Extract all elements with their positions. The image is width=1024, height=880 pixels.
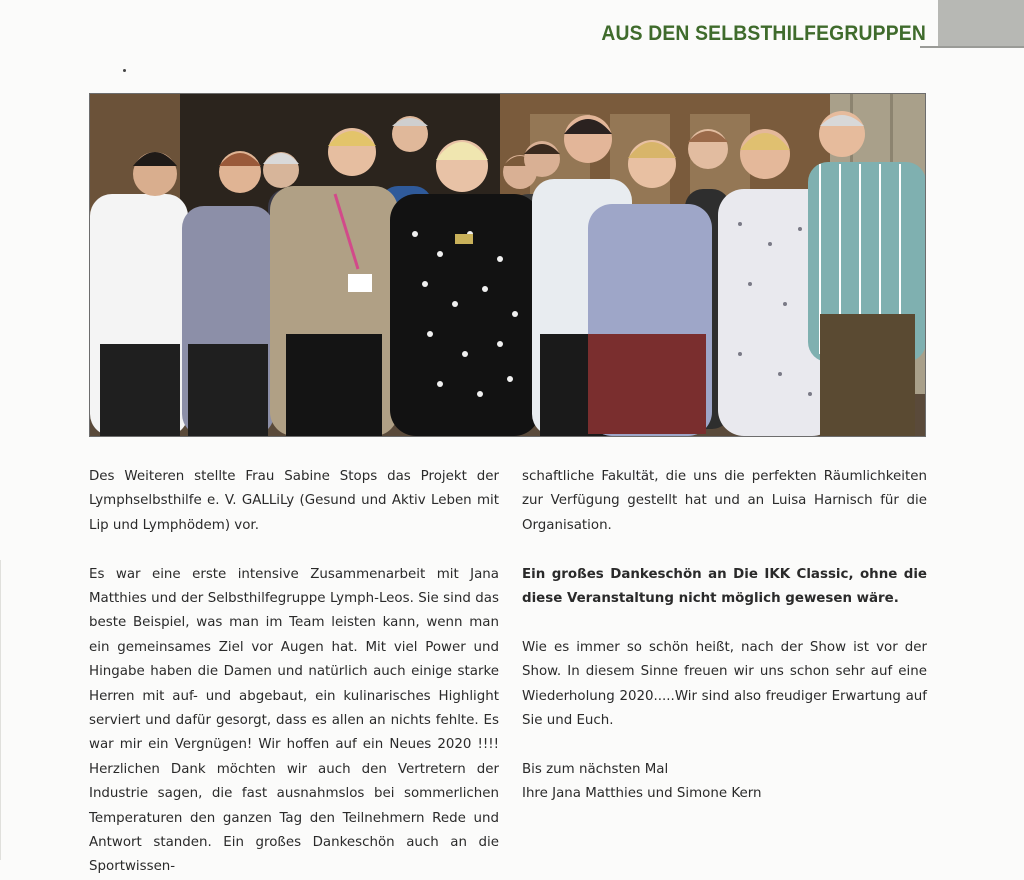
paragraph: schaftliche Fakultät, die uns die perfekten Räumlichkeiten zur Verfügung gestellt hat und an Luisa Harnisch für die Organisation.: [522, 469, 927, 533]
paragraph: Es war eine erste intensive Zusammenarbeit mit Jana Matthies und der Selbsthilfegruppe Lymph-Leos. Sie sind das beste Beispiel, was man im Team leisten kann, wenn man ein gemeinsames Ziel vor Augen hat. Mit viel Power und Hingabe haben die Damen und natürlich auch einige starke Herren mit auf- und abgebaut, ein kulinarisches Highlight serviert und dafür gesorgt, dass es allen an nichts fehlte. Es war mir ein Vergnügen! Wir hoffen auf ein Neues 2020 !!!! Herzlichen Dank möchten wir auch den Vertretern der Industrie sagen, die fast ausnahmslos bei sommerlichen Temperaturen den ganzen Tag den Teilnehmern Rede und Antwort standen. Ein großes Dankeschön auch an die Sportwissen-: [89, 566, 499, 875]
article-column-right: [522, 465, 927, 807]
print-speck: [123, 69, 126, 72]
paragraph: Des Weiteren stellte Frau Sabine Stops das Projekt der Lymphselbsthilfe e. V. GALLiLy (Gesund und Aktiv Leben mit Lip und Lymphödem) vor.: [89, 469, 499, 533]
page-fold-line: [0, 560, 1, 860]
article-column-left: [89, 465, 499, 880]
closing: [522, 758, 927, 807]
signature: Ihre Jana Matthies und Simone Kern: [522, 786, 762, 802]
header-gray-tab: [938, 0, 1024, 46]
header-rule: [920, 46, 1024, 48]
group-photo: [89, 93, 926, 437]
section-title: AUS DEN SELBSTHILFEGRUPPEN: [601, 22, 926, 45]
paragraph: Wie es immer so schön heißt, nach der Show ist vor der Show. In diesem Sinne freuen wir uns schon sehr auf eine Wiederholung 2020.....Wir sind also freudiger Erwartung auf Sie und Euch.: [522, 639, 927, 729]
thanks-paragraph: Ein großes Dankeschön an Die IKK Classic, ohne die diese Veranstaltung nicht möglich gewesen wäre.: [522, 566, 927, 607]
closing-line: Bis zum nächsten Mal: [522, 761, 669, 777]
